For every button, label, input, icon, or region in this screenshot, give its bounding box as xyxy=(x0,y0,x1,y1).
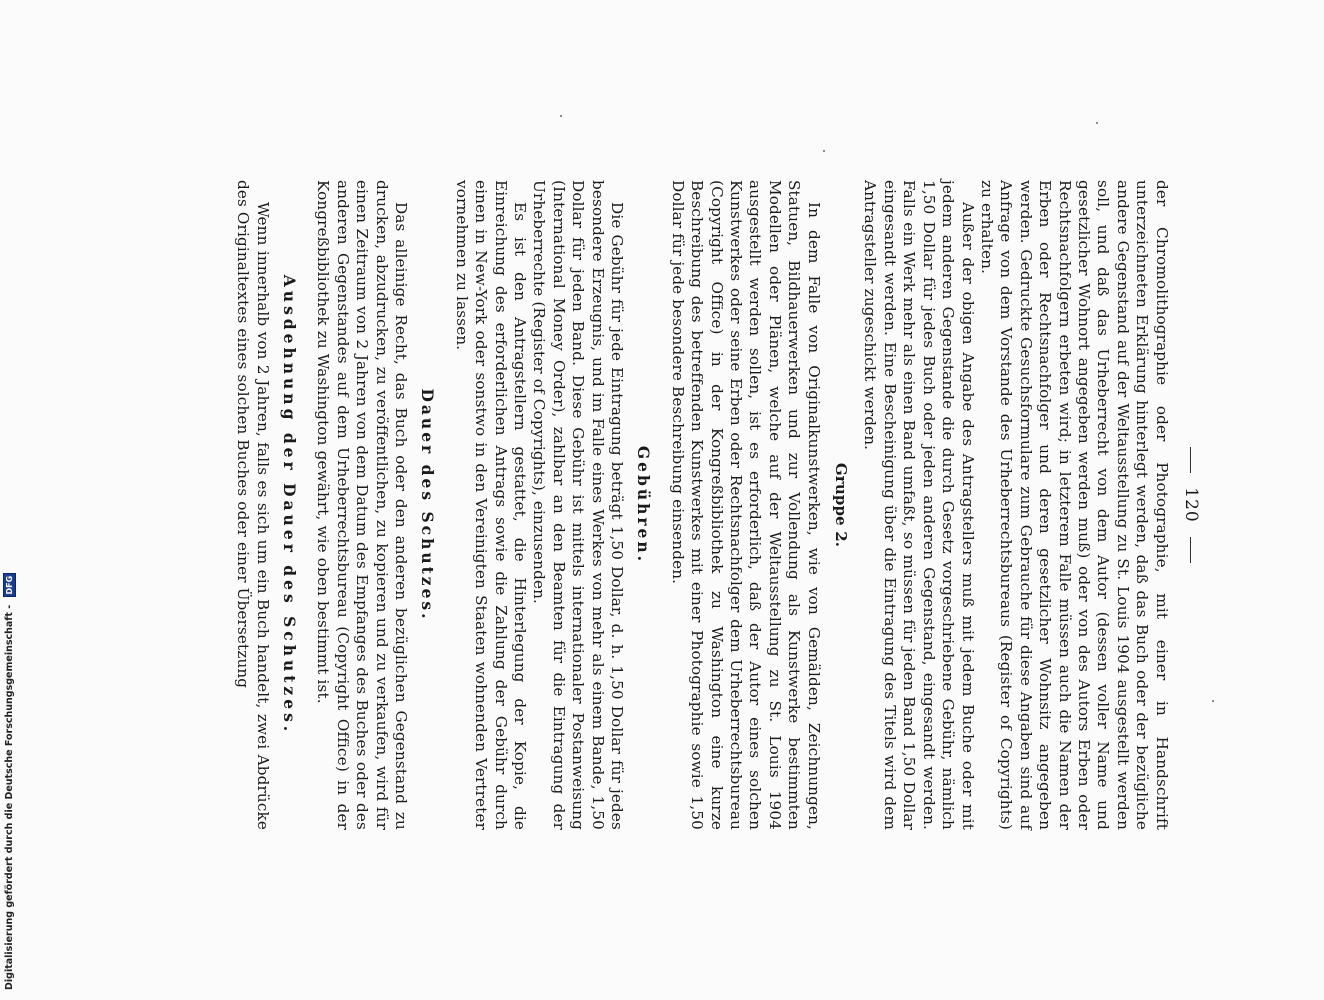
rotated-page-content xyxy=(110,180,1200,830)
credit-text: Digitalisierung gefördert durch die Deutsche Forschungsgemeinschaft - xyxy=(4,604,15,990)
paragraph: Wenn innerhalb von 2 Jahren, falls es sich um ein Buch handelt, zwei Abdrücke des Originaltextes eines solchen Buches oder einer Übersetzung xyxy=(234,180,272,830)
scan-speck xyxy=(1096,122,1098,124)
page-number: 120 xyxy=(1181,180,1200,830)
section-heading-gebuehren: Gebühren. xyxy=(634,445,654,565)
section-heading-dauer: Dauer des Schutzes. xyxy=(418,388,438,622)
paragraph: der Chromolithographie oder Photographie, mit einer in Handschrift unterzeichneten Erklärung hinterlegt werden, daß das Buch oder der bezügliche andere Gegenstand auf der Weltausstellung zu St. Louis 1904 ausgestellt werden soll, und daß das Urheberrecht von dem Autor (dessen voller Name und gesetzlicher Wohnort angegeben werden muß) oder von des Autors Erben oder Rechtsnachfolgern erbeten wird; in letzterem Falle müssen auch die Namen der Erben oder Rechtsnachfolger und deren gesetzlicher Wohnsitz angegeben werden. Gedruckte Gesuchsformulare zum Gebrauche für diese Angaben sind auf Anfrage von dem Vorstande des Urheberrechtsbureaus (Register of Copyrights) zu erhalten. xyxy=(977,180,1171,830)
paragraph: Es ist den Antragstellern gestattet, die Hinterlegung der Kopie, die Einreichung des erforderlichen Antrags sowie die Zahlung der Gebühr durch einen in New-York oder sonstwo in den Vereinigten Staaten wohnenden Vertreter vornehmen zu lassen. xyxy=(452,180,529,830)
digitization-credit xyxy=(1,575,17,990)
section-heading-ausdehnung: Ausdehnung der Dauer des Schutzes. xyxy=(279,274,299,736)
scan-speck xyxy=(823,150,825,152)
paragraph: In dem Falle von Originalkunstwerken, wie von Gemälden, Zeichnungen, Statuen, Bildhauerwerken und zur Vollendung als Kunstwerke bestimmten Modellen oder Plänen, welche auf der Weltausstellung zu St. Louis 1904 ausgestellt werden sollen, ist es erforderlich, daß der Autor eines solchen Kunstwerkes oder seine Erben oder Rechtsnachfolger dem Urheberrechtsbureau (Copyright Office) in der Kongreßbibliothek zu Washington eine kurze Beschreibung des betreffenden Kunstwerkes mit einer Photographie sowie 1,50 Dollar für jede besondere Beschreibung einsenden. xyxy=(668,180,823,830)
paragraph: Das alleinige Recht, das Buch oder den anderen bezüglichen Gegenstand zu drucken, abzudrucken, zu veröffentlichen, zu kopieren und zu verkaufen, wird für einen Zeitraum von 2 Jahren von dem Datum des Empfanges des Buches oder des anderen Gegenstandes auf dem Urheberrechtsbureau (Copyright Office) in der Kongreßbibliothek zu Washington gewährt, wie oben bestimmt ist. xyxy=(314,180,410,830)
paragraph: Die Gebühr für jede Eintragung beträgt 1,50 Dollar, d. h. 1,50 Dollar für jedes besondere Erzeugnis, und im Falle eines Werkes von mehr als einem Bande, 1,50 Dollar für jeden Band. Diese Gebühr ist mittels internationaler Postanweisung (International Money Order), zahlbar an den Beamten für die Eintragung der Urheberrechte (Register of Copyrights), einzusenden. xyxy=(530,180,627,830)
section-heading-gruppe: Gruppe 2. xyxy=(832,462,851,548)
dfg-logo: DFG xyxy=(3,573,16,598)
scan-speck xyxy=(1212,700,1214,702)
paragraph: Außer der obigen Angabe des Antragstellers muß mit jedem Buche oder mit jedem anderen Gegenstande die durch Gesetz vorgeschriebene Gebühr, nämlich 1,50 Dollar für jedes Buch oder jeden anderen Gegenstand, eingesandt werden. Falls ein Werk mehr als einen Band umfaßt, so müssen für jeden Band 1,50 Dollar eingesandt werden. Eine Bescheinigung über die Eintragung des Titels wird dem Antragsteller zugeschickt werden. xyxy=(861,180,977,830)
scan-speck xyxy=(560,115,562,117)
